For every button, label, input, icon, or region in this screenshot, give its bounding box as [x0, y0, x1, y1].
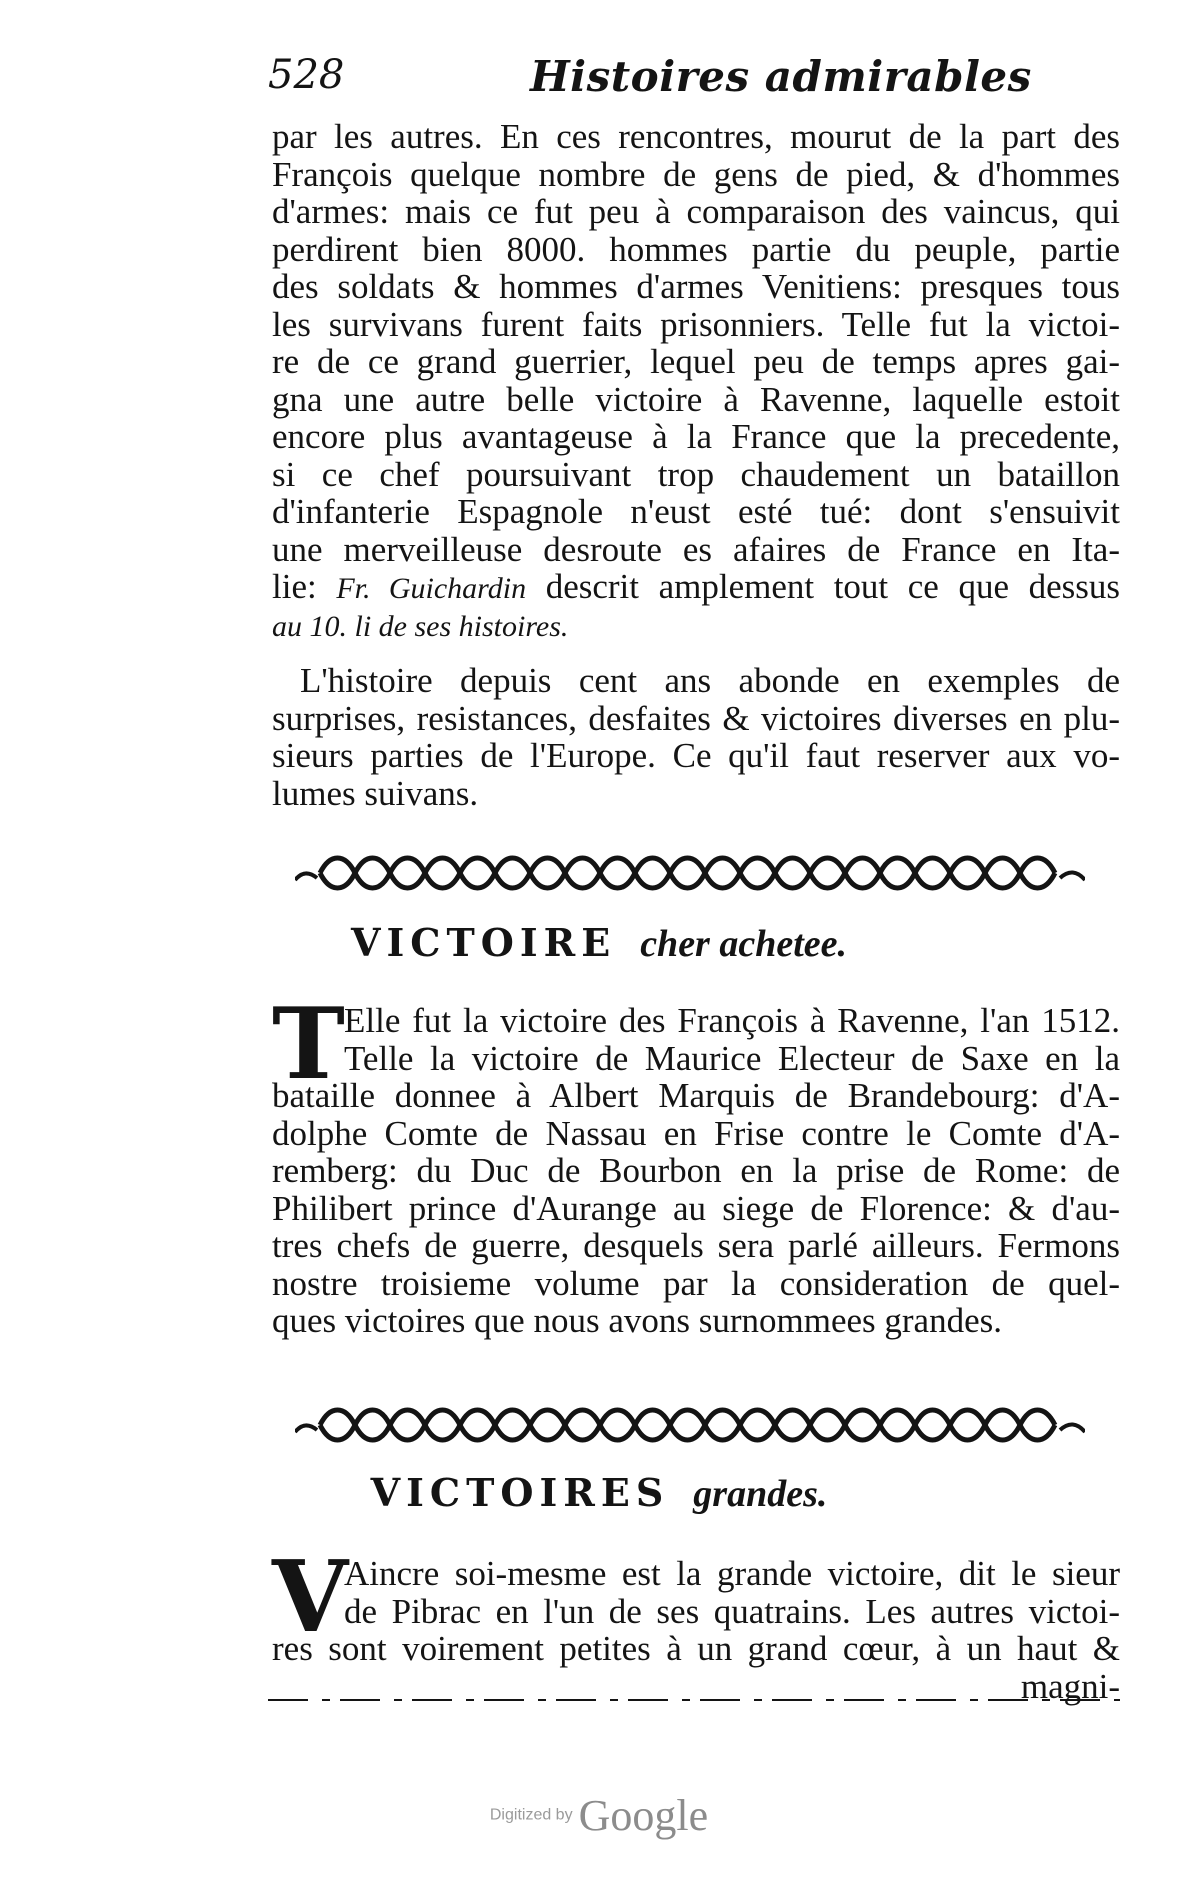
- text-line: Elle fut la victoire des François à Ravenne, l'an 1512.: [344, 1001, 1120, 1040]
- drop-cap: T: [272, 987, 345, 1102]
- section-paragraph-1: [272, 987, 1120, 1340]
- running-head: Histoires admirables: [530, 52, 1032, 101]
- text-line: Telle la victoire de Maurice Electeur de Saxe en la: [344, 1038, 1120, 1078]
- text-line: nostre troisieme volume par la consideration de quel-: [272, 1263, 1120, 1303]
- text-line: L'histoire depuis cent ans abonde en exemples de: [300, 661, 1120, 700]
- text-line: surprises, resistances, desfaites & victoires diverses en plu-: [272, 698, 1120, 738]
- section-title-sub: cher achetee.: [640, 923, 847, 965]
- text-line: d'armes: mais ce fut peu à comparaison des vaincus, qui: [272, 192, 1120, 231]
- text-line: de Pibrac en l'un de ses quatrains. Les autres victoi-: [344, 1591, 1120, 1631]
- page-number: 528: [268, 52, 345, 98]
- text-line: si ce chef poursuivant trop chaudement un bataillon: [272, 454, 1120, 494]
- text-line: res sont voirement petites à un grand cœur, à un haut &: [272, 1629, 1120, 1668]
- section-title-main: VICTOIRE: [350, 920, 617, 965]
- google-logo: Google: [578, 1791, 709, 1840]
- paragraph-history: [272, 662, 1120, 812]
- text-line: une merveilleuse desroute es afaires de France en Ita-: [272, 529, 1120, 569]
- text-line: encore plus avantageuse à la France que la precedente,: [272, 417, 1120, 456]
- text-line: lumes suivans.: [272, 773, 479, 813]
- citation-author: Fr. Guichardin: [336, 572, 527, 605]
- digitization-credit: [0, 1790, 1198, 1841]
- section-title-victoires-grandes: [0, 1470, 1198, 1516]
- text-line: dolphe Comte de Nassau en Frise contre le Comte d'A-: [272, 1113, 1120, 1153]
- text-line: les survivans furent faits prisonniers. Telle fut la victoi-: [272, 304, 1120, 344]
- text-line: d'infanterie Espagnole n'eust esté tué: dont s'ensuivit: [272, 492, 1120, 531]
- drop-cap: V: [272, 1540, 349, 1655]
- page-header: [268, 52, 1108, 112]
- line-end: descrit amplement tout ce que dessus: [526, 567, 1120, 606]
- bleed-through-rule: [268, 1698, 1120, 1703]
- ornament-divider-top: [295, 850, 1085, 896]
- text-line: ques victoires que nous avons surnommees grandes.: [272, 1301, 1002, 1340]
- text-line: gna une autre belle victoire à Ravenne, laquelle estoit: [272, 379, 1120, 419]
- ornament-divider-bottom: [295, 1402, 1085, 1448]
- text-line: re de ce grand guerrier, lequel peu de temps apres gai-: [272, 342, 1120, 381]
- text-line: François quelque nombre de gens de pied, & d'hommes: [272, 154, 1120, 194]
- citation-line: au 10. li de ses histoires.: [272, 609, 569, 643]
- section-title-victoire-cher-achetee: [0, 920, 1198, 966]
- catchword: magni-: [1020, 1666, 1120, 1706]
- text-line: bataille donnee à Albert Marquis de Brandebourg: d'A-: [272, 1076, 1120, 1115]
- text-line-with-citation: [272, 568, 1120, 608]
- line-start: lie:: [272, 567, 337, 606]
- text-line: tres chefs de guerre, desquels sera parlé ailleurs. Fermons: [272, 1226, 1120, 1265]
- paragraph-continuation: [272, 118, 1120, 645]
- text-line: perdirent bien 8000. hommes partie du peuple, partie: [272, 229, 1120, 269]
- digitized-by-label: Digitized by: [489, 1806, 573, 1824]
- section-paragraph-2: [272, 1540, 1120, 1706]
- text-line: remberg: du Duc de Bourbon en la prise de Rome: de: [272, 1151, 1120, 1190]
- text-line: Philibert prince d'Aurange au siege de Florence: & d'au-: [272, 1188, 1120, 1228]
- text-line: Aincre soi-mesme est la grande victoire, dit le sieur: [344, 1554, 1120, 1593]
- text-line: par les autres. En ces rencontres, mourut de la part des: [272, 117, 1120, 156]
- section-title-sub: grandes.: [693, 1473, 828, 1515]
- section-title-main: VICTOIRES: [370, 1470, 670, 1515]
- text-line: sieurs parties de l'Europe. Ce qu'il faut reserver aux vo-: [272, 736, 1120, 775]
- text-line: des soldats & hommes d'armes Venitiens: presques tous: [272, 267, 1120, 306]
